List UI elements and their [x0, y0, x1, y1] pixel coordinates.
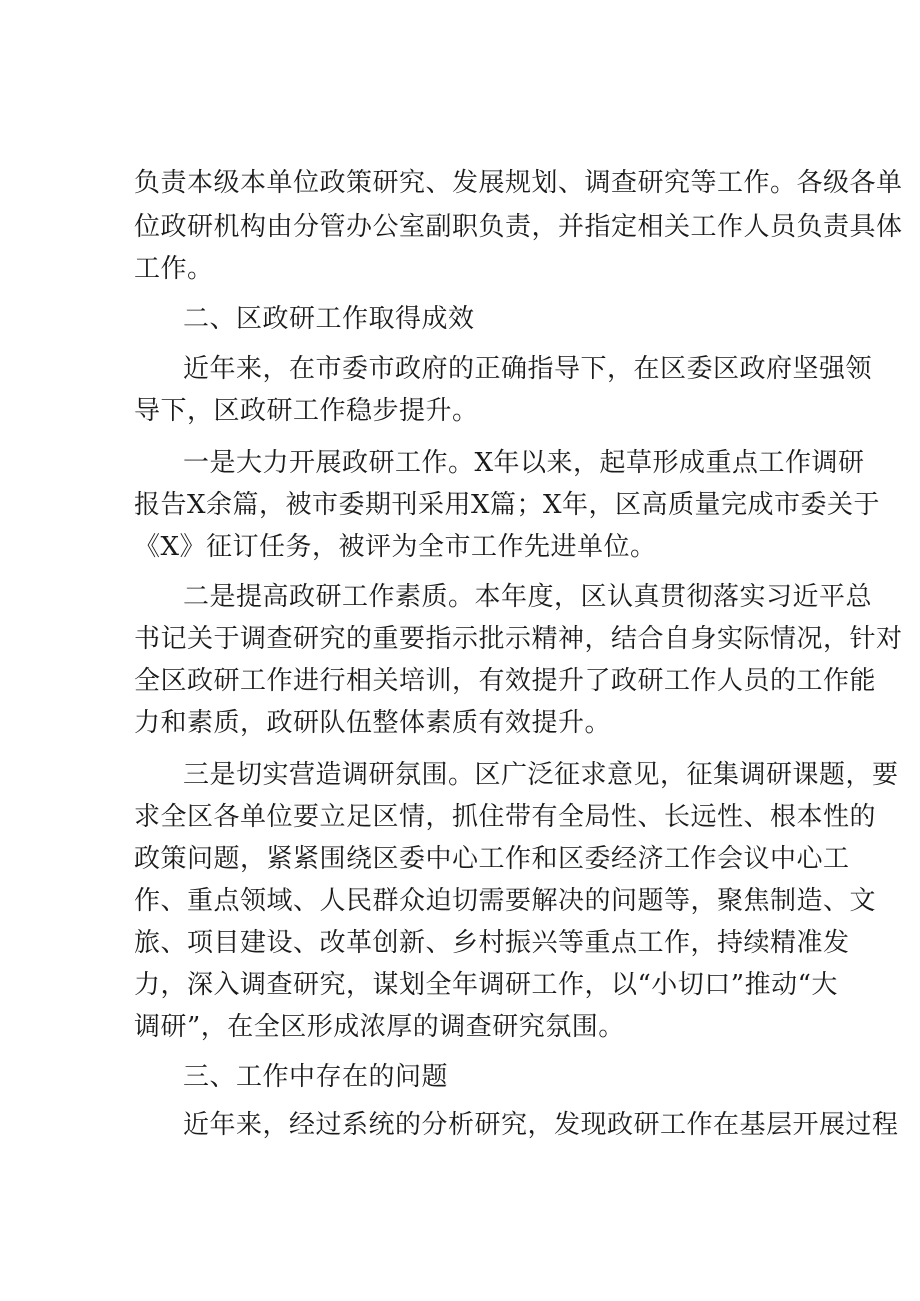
paragraph-line: 书记关于调查研究的重要指示批示精神，结合自身实际情况，针对 [134, 624, 903, 654]
paragraph-line: 三是切实营造调研氛围。区广泛征求意见，征集调研课题，要 [183, 760, 899, 790]
paragraph-line: 全区政研工作进行相关培训，有效提升了政研工作人员的工作能 [134, 666, 877, 696]
paragraph-line: 导下，区政研工作稳步提升。 [134, 396, 479, 426]
paragraph-line: 作、重点领域、人民群众迫切需要解决的问题等，聚焦制造、文 [134, 886, 877, 916]
paragraph-line: 《X》征订任务，被评为全市工作先进单位。 [134, 532, 657, 562]
paragraph-line: 力，深入调查研究，谋划全年调研工作，以“小切口”推动“大 [134, 970, 838, 1000]
paragraph-line: 一是大力开展政研工作。X年以来，起草形成重点工作调研 [183, 448, 865, 478]
paragraph-line: 政策问题，紧紧围绕区委中心工作和区委经济工作会议中心工 [134, 844, 850, 874]
paragraph-line: 求全区各单位要立足区情，抓住带有全局性、长远性、根本性的 [134, 802, 877, 832]
paragraph-line: 调研”，在全区形成浓厚的调查研究氛围。 [134, 1012, 625, 1042]
section-heading: 三、工作中存在的问题 [183, 1062, 449, 1092]
paragraph-line: 工作。 [134, 254, 214, 284]
paragraph-line: 旅、项目建设、改革创新、乡村振兴等重点工作，持续精准发 [134, 928, 850, 958]
paragraph-line: 近年来，在市委市政府的正确指导下，在区委区政府坚强领 [183, 354, 873, 384]
paragraph-line: 近年来，经过系统的分析研究，发现政研工作在基层开展过程 [183, 1110, 899, 1140]
paragraph-line: 力和素质，政研队伍整体素质有效提升。 [134, 708, 612, 738]
paragraph-line: 报告X余篇，被市委期刊采用X篇；X年，区高质量完成市委关于 [134, 490, 881, 520]
paragraph-line: 二是提高政研工作素质。本年度，区认真贯彻落实习近平总 [183, 582, 873, 612]
paragraph-line: 负责本级本单位政策研究、发展规划、调查研究等工作。各级各单 [134, 168, 903, 198]
section-heading: 二、区政研工作取得成效 [183, 304, 475, 334]
paragraph-line: 位政研机构由分管办公室副职负责，并指定相关工作人员负责具体 [134, 212, 903, 242]
